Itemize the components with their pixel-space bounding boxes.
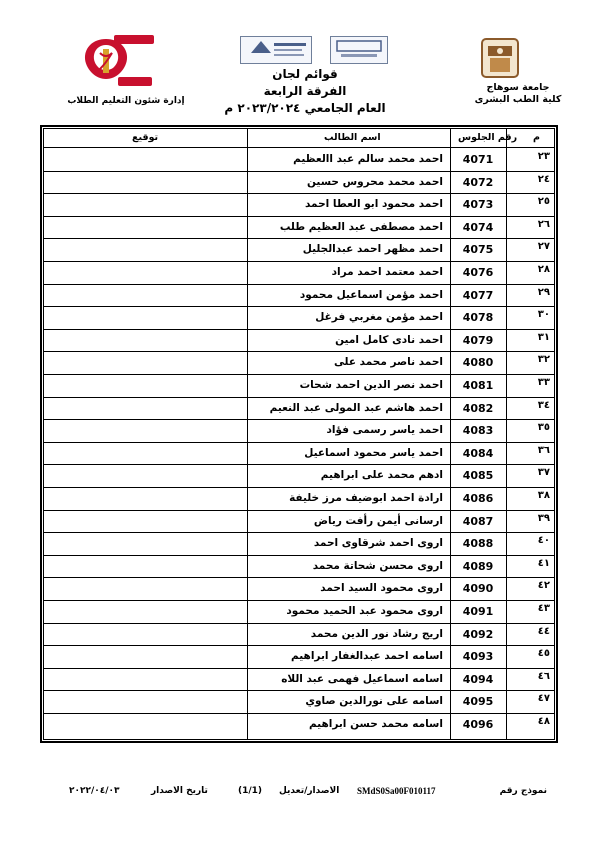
faculty-name: كلية الطب البشرى — [474, 94, 562, 105]
seat-number: 4086 — [462, 492, 494, 505]
row-number: ٣١ — [537, 331, 550, 343]
seat-number: 4076 — [462, 266, 494, 279]
signature-cell — [44, 374, 247, 397]
student-name: احمد هاشم عبد المولى عبد النعيم — [269, 401, 443, 414]
university-seal-icon — [478, 36, 522, 80]
signature-cell — [44, 216, 247, 239]
table-row — [44, 577, 554, 601]
student-name: احمد ياسر محمود اسماعيل — [304, 446, 443, 459]
table-row — [44, 329, 554, 353]
seat-number: 4078 — [462, 311, 494, 325]
student-name: احمد نصر الدين احمد شحات — [299, 379, 443, 391]
list-title: قوائم لجان — [272, 67, 338, 81]
table-row — [44, 623, 554, 647]
row-number: ٤٧ — [537, 693, 550, 705]
seat-number: 4090 — [462, 582, 494, 596]
row-number: ٢٩ — [537, 286, 550, 298]
student-name: احمد ناصر محمد على — [333, 356, 443, 369]
table-row — [44, 148, 554, 172]
signature-cell — [44, 284, 247, 307]
signature-cell — [44, 148, 247, 171]
table-row — [44, 555, 554, 579]
seat-number: 4093 — [462, 650, 494, 664]
row-number: ٣٢ — [537, 354, 550, 366]
signature-cell — [44, 487, 247, 510]
signature-cell — [44, 171, 247, 194]
table-row — [44, 284, 554, 308]
seat-number: 4082 — [462, 401, 494, 415]
signature-cell — [44, 577, 247, 600]
student-name: اسامه محمد حسن ابراهيم — [308, 718, 443, 730]
row-number: ٣٦ — [537, 444, 550, 456]
row-number: ٢٨ — [537, 264, 550, 275]
row-number: ٣٩ — [537, 512, 550, 524]
row-number: ٢٣ — [537, 151, 550, 162]
row-number: ٣٠ — [537, 309, 550, 321]
table-header — [44, 129, 554, 148]
table-body — [43, 128, 555, 740]
row-number: ٤٠ — [537, 535, 550, 547]
signature-cell — [44, 442, 247, 465]
seat-number: 4074 — [462, 220, 494, 234]
signature-cell — [44, 713, 247, 736]
table-row — [44, 510, 554, 534]
row-number: ٤٣ — [537, 603, 550, 614]
row-number: ٤٤ — [537, 625, 550, 637]
signature-cell — [44, 623, 247, 646]
signature-cell — [44, 464, 247, 487]
university-name: جامعة سوهاج — [486, 82, 550, 93]
student-name: ادهم محمد على ابراهيم — [320, 469, 443, 482]
student-name: اروى محسن شحاتة محمد — [312, 559, 443, 572]
seat-number: 4084 — [462, 446, 494, 460]
table-row — [44, 306, 554, 330]
row-number: ٤٦ — [537, 670, 550, 682]
table-row — [44, 464, 554, 488]
seat-number: 4096 — [462, 718, 494, 731]
seat-number: 4075 — [462, 243, 494, 257]
signature-cell — [44, 193, 247, 216]
signature-cell — [44, 397, 247, 420]
table-row — [44, 668, 554, 692]
student-name: احمد محمود ابو العطا احمد — [304, 198, 443, 211]
student-name: اسامه اسماعيل فهمى عبد اللاه — [281, 672, 443, 685]
header-sign: توقيع — [132, 132, 159, 143]
student-name: احمد محمد محروس حسين — [306, 175, 443, 188]
date-value: ٢٠٢٢/٠٤/٠٣ — [69, 786, 120, 796]
signature-cell — [44, 668, 247, 691]
signature-cell — [44, 532, 247, 555]
seat-number: 4077 — [462, 288, 494, 302]
header-num: م — [533, 132, 540, 143]
students-table — [40, 125, 558, 743]
title-block — [200, 66, 410, 117]
student-name: احمد مصطفى عبد العظيم طلب — [279, 220, 443, 233]
seat-number: 4085 — [462, 469, 494, 483]
seat-number: 4073 — [462, 198, 494, 212]
signature-cell — [44, 555, 247, 578]
student-name: احمد معتمد احمد مراد — [331, 266, 443, 278]
signature-cell — [44, 329, 247, 352]
table-row — [44, 442, 554, 466]
student-name: احمد مؤمن اسماعيل محمود — [299, 288, 443, 301]
admin-department: إدارة شئون التعليم الطلاب — [67, 96, 185, 106]
seat-number: 4087 — [462, 514, 494, 528]
student-name: احمد محمد سالم عبد االعظيم — [293, 153, 443, 165]
table-row — [44, 600, 554, 624]
seat-number: 4094 — [462, 672, 494, 686]
row-number: ٣٣ — [537, 377, 550, 388]
row-number: ٣٤ — [537, 399, 550, 411]
student-name: اروى محمود السيد احمد — [320, 582, 443, 595]
table-row — [44, 171, 554, 195]
header-name: اسم الطالب — [324, 132, 381, 143]
seat-number: 4079 — [462, 333, 494, 347]
signature-cell — [44, 510, 247, 533]
student-name: اسامه احمد عبدالغفار ابراهيم — [291, 650, 443, 663]
row-number: ٤١ — [537, 557, 550, 569]
seat-number: 4095 — [462, 695, 494, 709]
header-id: رقم الجلوس — [458, 132, 518, 143]
university-block — [468, 82, 568, 106]
student-name: احمد نادى كامل امين — [335, 333, 443, 346]
row-number: ٤٢ — [537, 580, 550, 592]
row-number: ٢٤ — [537, 173, 550, 185]
accreditation-logo-icon — [240, 36, 312, 64]
row-number: ٣٨ — [537, 490, 550, 501]
table-row — [44, 419, 554, 443]
table-row — [44, 532, 554, 556]
student-name: اسامه على نورالدين صاوي — [305, 695, 443, 708]
student-name: ارادة احمد ابوضيف مرز خليفة — [289, 492, 443, 504]
student-name: احمد ياسر رسمى فؤاد — [326, 424, 443, 437]
faculty-logo-icon — [56, 33, 156, 91]
table-row — [44, 238, 554, 262]
row-number: ٢٥ — [537, 196, 550, 208]
class-title: الفرقة الرابعة — [263, 84, 347, 98]
seat-number: 4091 — [462, 605, 494, 618]
student-name: ارسانى أيمن رأفت رياض — [313, 514, 443, 527]
table-row — [44, 216, 554, 240]
row-number: ٢٧ — [537, 241, 550, 253]
date-label: تاريخ الاصدار — [151, 786, 208, 796]
student-name: احمد مؤمن مغربي فرغل — [315, 311, 443, 324]
student-name: اريج رشاد نور الدين محمد — [310, 627, 443, 640]
signature-cell — [44, 600, 247, 623]
academic-year: العام الجامعي ٢٠٢٣/٢٠٢٤ م — [224, 101, 386, 115]
row-number: ٤٨ — [537, 716, 550, 727]
signature-cell — [44, 306, 247, 329]
signature-cell — [44, 690, 247, 713]
seat-number: 4081 — [462, 379, 494, 392]
edition-value: (1/1) — [238, 786, 263, 796]
seat-number: 4092 — [462, 627, 494, 641]
signature-cell — [44, 645, 247, 668]
seat-number: 4072 — [462, 175, 494, 189]
iso-logo-icon — [330, 36, 388, 64]
table-row — [44, 374, 554, 398]
signature-cell — [44, 261, 247, 284]
table-row — [44, 261, 554, 285]
edition-label: الاصدار/تعديل — [279, 786, 340, 796]
signature-cell — [44, 419, 247, 442]
table-row — [44, 397, 554, 421]
table-row — [44, 487, 554, 511]
seat-number: 4080 — [462, 356, 494, 370]
student-name: اروى محمود عبد الحميد محمود — [286, 605, 443, 617]
seat-number: 4088 — [462, 537, 494, 551]
row-number: ٣٥ — [537, 422, 550, 434]
row-number: ٤٥ — [537, 648, 550, 660]
table-row — [44, 645, 554, 669]
seat-number: 4083 — [462, 424, 494, 438]
row-number: ٢٦ — [537, 218, 550, 230]
table-row — [44, 690, 554, 714]
seat-number: 4089 — [462, 559, 494, 573]
form-label: نموذج رقم — [499, 786, 547, 796]
table-row — [44, 713, 554, 736]
form-code: SMdS0Sa00F010117 — [357, 786, 436, 796]
signature-cell — [44, 351, 247, 374]
table-row — [44, 351, 554, 375]
seat-number: 4071 — [462, 153, 494, 166]
table-row — [44, 193, 554, 217]
student-name: احمد مظهر احمد عبدالجليل — [302, 243, 443, 256]
signature-cell — [44, 238, 247, 261]
footer — [63, 784, 553, 799]
row-number: ٣٧ — [537, 467, 550, 479]
student-name: اروى احمد شرقاوى احمد — [313, 537, 443, 550]
